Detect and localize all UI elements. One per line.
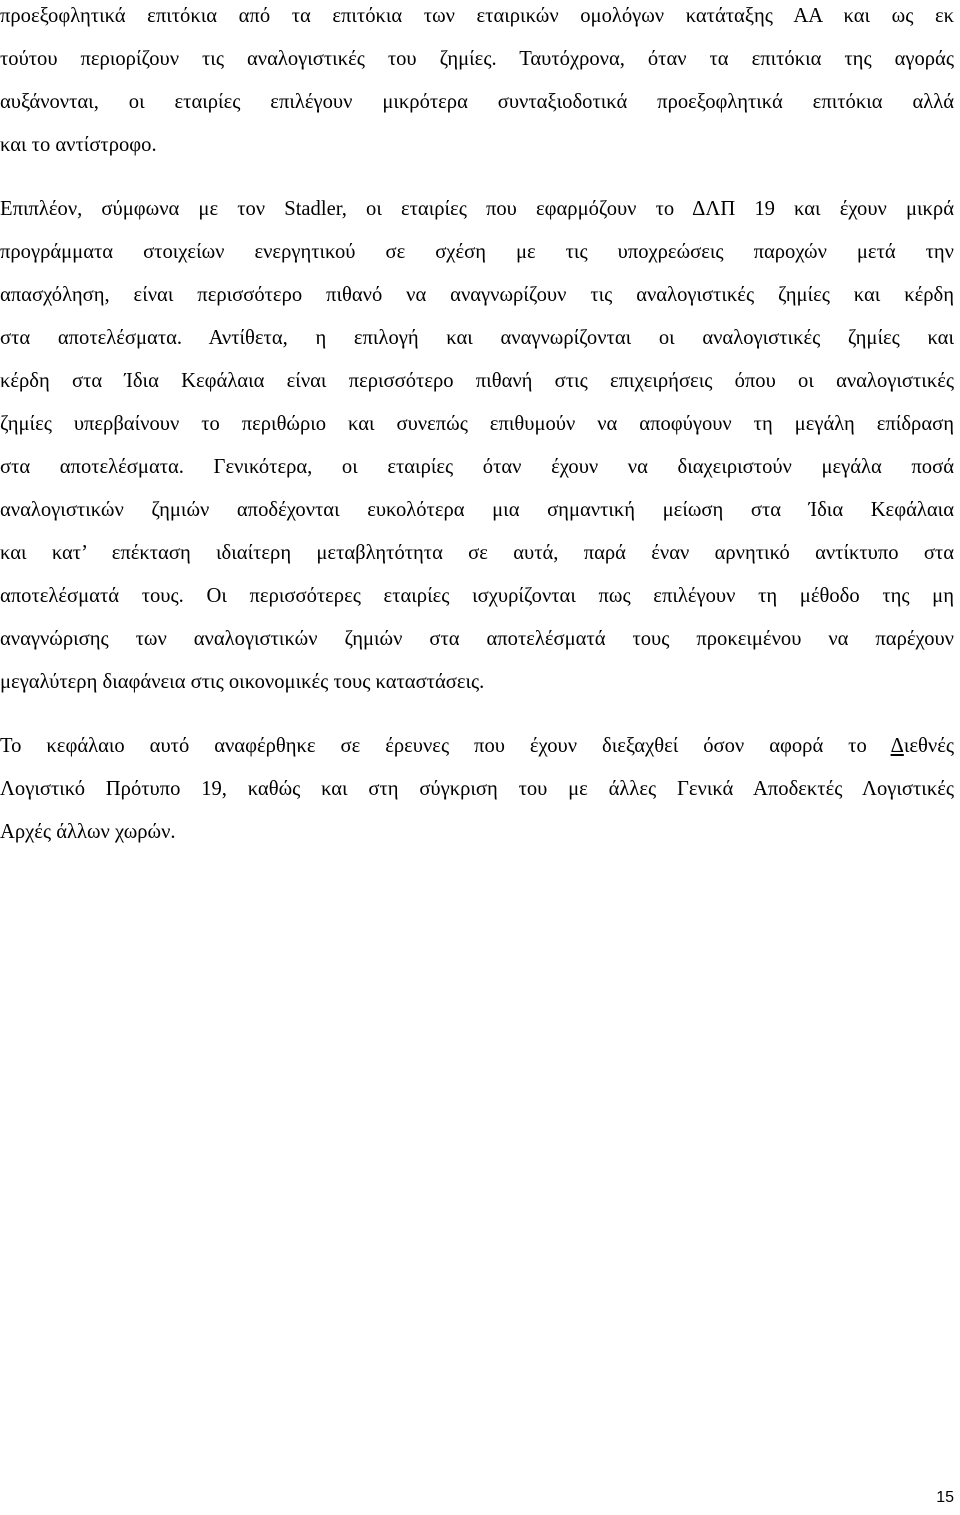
paragraph-2-line-2: προγράμματα στοιχείων ενεργητικού σε σχέση με τις υποχρεώσεις παροχών μετά την [0, 241, 954, 263]
paragraph-3-line-2: Λογιστικό Πρότυπο 19, καθώς και στη σύγκριση του με άλλες Γενικά Αποδεκτές Λογιστικές [0, 778, 954, 800]
paragraph-1-line-2: τούτου περιορίζουν τις αναλογιστικές του ζημίες. Ταυτόχρονα, όταν τα επιτόκια της αγοράς [0, 48, 954, 70]
paragraph-3-line-1-text: Το κεφάλαιο αυτό αναφέρθηκε σε έρευνες που έχουν διεξαχθεί όσον αφορά το [0, 735, 891, 757]
paragraph-1-line-1: προεξοφλητικά επιτόκια από τα επιτόκια των εταιρικών ομολόγων κατάταξης ΑΑ και ως εκ [0, 5, 954, 27]
paragraph-2-line-9: και κατ’ επέκταση ιδιαίτερη μεταβλητότητα σε αυτά, παρά έναν αρνητικό αντίκτυπο στα [0, 542, 954, 564]
paragraph-2-line-8: αναλογιστικών ζημιών αποδέχονται ευκολότερα μια σημαντική μείωση στα Ίδια Κεφάλαια [0, 499, 954, 521]
underlined-text: Δ [890, 735, 904, 757]
paragraph-2-line-4: στα αποτελέσματα. Αντίθετα, η επιλογή και αναγνωρίζονται οι αναλογιστικές ζημίες και [0, 327, 954, 349]
paragraph-3-line-1 [0, 733, 954, 759]
paragraph-2-line-7: στα αποτελέσματα. Γενικότερα, οι εταιρίες όταν έχουν να διαχειριστούν μεγάλα ποσά [0, 456, 954, 478]
paragraph-2-line-11: αναγνώρισης των αναλογιστικών ζημιών στα αποτελέσματά τους προκειμένου να παρέχουν [0, 628, 954, 650]
paragraph-2-line-3: απασχόληση, είναι περισσότερο πιθανό να αναγνωρίζουν τις αναλογιστικές ζημίες και κέρδη [0, 284, 954, 306]
paragraph-2-line-12: μεγαλύτερη διαφάνεια στις οικονομικές τους καταστάσεις. [0, 671, 485, 693]
paragraph-3-line-3: Αρχές άλλων χωρών. [0, 821, 176, 843]
paragraph-1-line-3: αυξάνονται, οι εταιρίες επιλέγουν μικρότερα συνταξιοδοτικά προεξοφλητικά επιτόκια αλλά [0, 91, 954, 113]
paragraph-2-line-1: Επιπλέον, σύμφωνα με τον Stadler, οι εταιρίες που εφαρμόζουν το ΔΛΠ 19 και έχουν μικρά [0, 198, 954, 220]
paragraph-2-line-6: ζημίες υπερβαίνουν το περιθώριο και συνεπώς επιθυμούν να αποφύγουν τη μεγάλη επίδραση [0, 413, 954, 435]
paragraph-2-line-10: αποτελέσματά τους. Οι περισσότερες εταιρίες ισχυρίζονται πως επιλέγουν τη μέθοδο της μη [0, 585, 954, 607]
page-number: 15 [936, 1489, 954, 1506]
paragraph-2-line-5: κέρδη στα Ίδια Κεφάλαια είναι περισσότερο πιθανή στις επιχειρήσεις όπου οι αναλογιστικές [0, 370, 954, 392]
paragraph-3-line-1-tail: ιεθνές [903, 735, 954, 757]
paragraph-1-line-4: και το αντίστροφο. [0, 134, 157, 156]
